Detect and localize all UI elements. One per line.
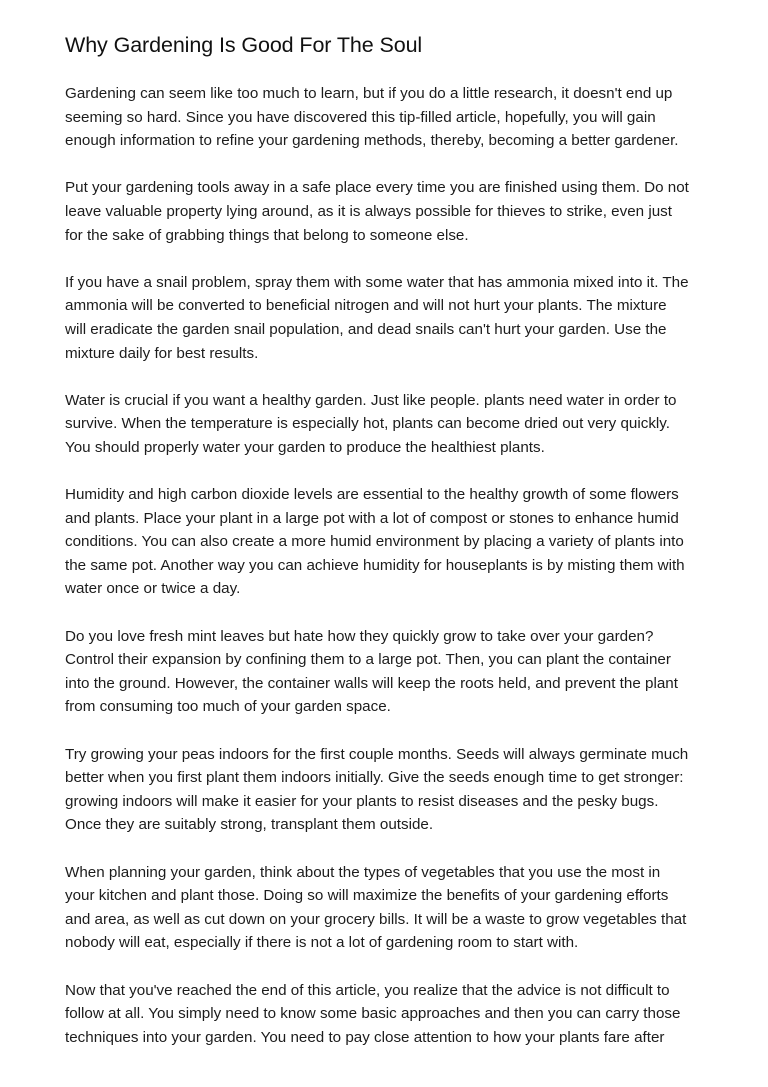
text-line: Put your gardening tools away in a safe place every time you are finished using them. Do not: [65, 179, 689, 197]
text-line: for the sake of grabbing things that belong to someone else.: [65, 226, 469, 244]
text-line: Now that you've reached the end of this article, you realize that the advice is not difficult to: [65, 981, 670, 999]
text-line: water once or twice a day.: [65, 580, 241, 598]
text-line: will eradicate the garden snail population, and dead snails can't hurt your garden. Use the: [65, 320, 667, 338]
text-line: survive. When the temperature is especially hot, plants can become dried out very quickly.: [65, 415, 670, 433]
text-line: your kitchen and plant those. Doing so will maximize the benefits of your gardening efforts: [65, 887, 669, 905]
text-line: Once they are suitably strong, transplant them outside.: [65, 816, 434, 834]
paragraph-conclusion: [65, 979, 715, 1050]
text-line: You should properly water your garden to produce the healthiest plants.: [65, 438, 545, 456]
text-line: ammonia will be converted to beneficial nitrogen and will not hurt your plants. The mixture: [65, 297, 667, 315]
text-line: Control their expansion by confining them to a large pot. Then, you can plant the container: [65, 651, 671, 669]
text-line: techniques into your garden. You need to pay close attention to how your plants fare after: [65, 1028, 665, 1046]
text-line: Do you love fresh mint leaves but hate how they quickly grow to take over your garden?: [65, 627, 654, 645]
paragraph-peas: [65, 743, 715, 837]
text-line: When planning your garden, think about the types of vegetables that you use the most in: [65, 863, 661, 881]
text-line: and plants. Place your plant in a large pot with a lot of compost or stones to enhance humid: [65, 509, 679, 527]
text-line: into the ground. However, the container walls will keep the roots held, and prevent the plant: [65, 674, 678, 692]
paragraph-tools: [65, 176, 715, 247]
paragraph-water: [65, 389, 715, 460]
paragraph-humidity: [65, 483, 715, 601]
text-line: nobody will eat, especially if there is not a lot of gardening room to start with.: [65, 934, 579, 952]
text-line: mixture daily for best results.: [65, 344, 259, 362]
text-line: seeming so hard. Since you have discovered this tip-filled article, hopefully, you will gain: [65, 108, 656, 126]
text-line: the same pot. Another way you can achieve humidity for houseplants is by misting them with: [65, 556, 685, 574]
paragraph-mint: [65, 625, 715, 719]
paragraph-vegetables: [65, 861, 715, 955]
text-line: Try growing your peas indoors for the first couple months. Seeds will always germinate much: [65, 745, 689, 763]
text-line: from consuming too much of your garden space.: [65, 698, 391, 716]
text-line: If you have a snail problem, spray them with some water that has ammonia mixed into it. The: [65, 273, 689, 291]
text-line: better when you first plant them indoors initially. Give the seeds enough time to get stronger:: [65, 769, 684, 787]
paragraph-snails: [65, 271, 715, 365]
text-line: Humidity and high carbon dioxide levels are essential to the healthy growth of some flowers: [65, 486, 679, 504]
page-title: Why Gardening Is Good For The Soul: [65, 33, 423, 57]
text-line: leave valuable property lying around, as it is always possible for thieves to strike, even just: [65, 202, 672, 220]
text-line: and area, as well as cut down on your grocery bills. It will be a waste to grow vegetables that: [65, 910, 687, 928]
article-body: [65, 82, 715, 1073]
text-line: enough information to refine your gardening methods, thereby, becoming a better gardener.: [65, 132, 679, 150]
text-line: follow at all. You simply need to know some basic approaches and then you can carry those: [65, 1005, 681, 1023]
text-line: growing indoors will make it easier for your plants to resist diseases and the pesky bugs.: [65, 792, 659, 810]
text-line: Gardening can seem like too much to learn, but if you do a little research, it doesn't end up: [65, 85, 673, 102]
paragraph-intro: [65, 82, 715, 153]
text-line: Water is crucial if you want a healthy garden. Just like people. plants need water in order to: [65, 391, 677, 409]
text-line: conditions. You can also create a more humid environment by placing a variety of plants into: [65, 533, 684, 551]
